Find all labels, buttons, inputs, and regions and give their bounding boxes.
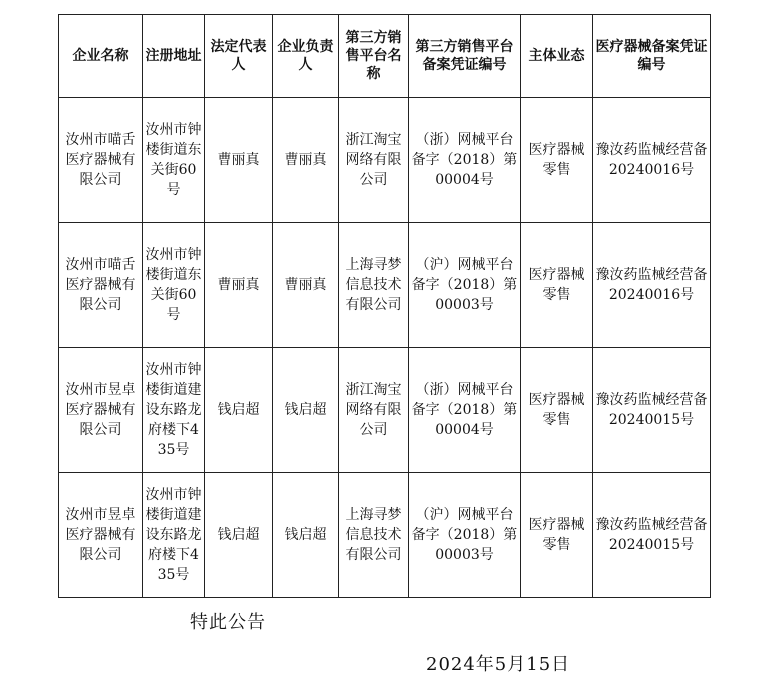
cell-platform-record-number: （浙）网械平台备字（2018）第00004号 [409,98,521,223]
cell-platform-name: 浙江淘宝网络有限公司 [339,348,409,473]
announcement-date: 2024年5月15日 [426,654,571,675]
header-device-record-number: 医疗器械备案凭证编号 [593,15,711,98]
cell-device-record-number: 豫汝药监械经营备20240015号 [593,473,711,598]
cell-company-name: 汝州市昱卓医疗器械有限公司 [59,348,143,473]
cell-company-name: 汝州市喵舌医疗器械有限公司 [59,98,143,223]
cell-person-in-charge: 曹丽真 [273,223,339,348]
cell-business-type: 医疗器械零售 [521,98,593,223]
cell-platform-record-number: （沪）网械平台备字（2018）第00003号 [409,223,521,348]
table-row [59,348,711,473]
cell-registered-address: 汝州市钟楼街道建设东路龙府楼下435号 [143,473,205,598]
cell-legal-representative: 钱启超 [205,473,273,598]
table-header-row [59,15,711,98]
cell-person-in-charge: 钱启超 [273,348,339,473]
cell-business-type: 医疗器械零售 [521,223,593,348]
cell-device-record-number: 豫汝药监械经营备20240015号 [593,348,711,473]
header-platform-name: 第三方销售平台名称 [339,15,409,98]
cell-legal-representative: 曹丽真 [205,223,273,348]
cell-platform-name: 浙江淘宝网络有限公司 [339,98,409,223]
table-row [59,223,711,348]
cell-registered-address: 汝州市钟楼街道建设东路龙府楼下435号 [143,348,205,473]
cell-platform-name: 上海寻梦信息技术有限公司 [339,223,409,348]
cell-device-record-number: 豫汝药监械经营备20240016号 [593,223,711,348]
cell-person-in-charge: 钱启超 [273,473,339,598]
table-row [59,473,711,598]
cell-registered-address: 汝州市钟楼街道东关街60号 [143,98,205,223]
cell-registered-address: 汝州市钟楼街道东关街60号 [143,223,205,348]
header-legal-representative: 法定代表人 [205,15,273,98]
header-company-name: 企业名称 [59,15,143,98]
cell-device-record-number: 豫汝药监械经营备20240016号 [593,98,711,223]
cell-platform-name: 上海寻梦信息技术有限公司 [339,473,409,598]
registration-table [58,14,711,598]
cell-platform-record-number: （浙）网械平台备字（2018）第00004号 [409,348,521,473]
cell-legal-representative: 曹丽真 [205,98,273,223]
cell-person-in-charge: 曹丽真 [273,98,339,223]
table-row [59,98,711,223]
cell-business-type: 医疗器械零售 [521,473,593,598]
cell-legal-representative: 钱启超 [205,348,273,473]
cell-business-type: 医疗器械零售 [521,348,593,473]
header-platform-record-number: 第三方销售平台备案凭证编号 [409,15,521,98]
cell-platform-record-number: （沪）网械平台备字（2018）第00003号 [409,473,521,598]
header-registered-address: 注册地址 [143,15,205,98]
cell-company-name: 汝州市昱卓医疗器械有限公司 [59,473,143,598]
header-person-in-charge: 企业负责人 [273,15,339,98]
cell-company-name: 汝州市喵舌医疗器械有限公司 [59,223,143,348]
notice-text: 特此公告 [190,612,266,633]
header-business-type: 主体业态 [521,15,593,98]
